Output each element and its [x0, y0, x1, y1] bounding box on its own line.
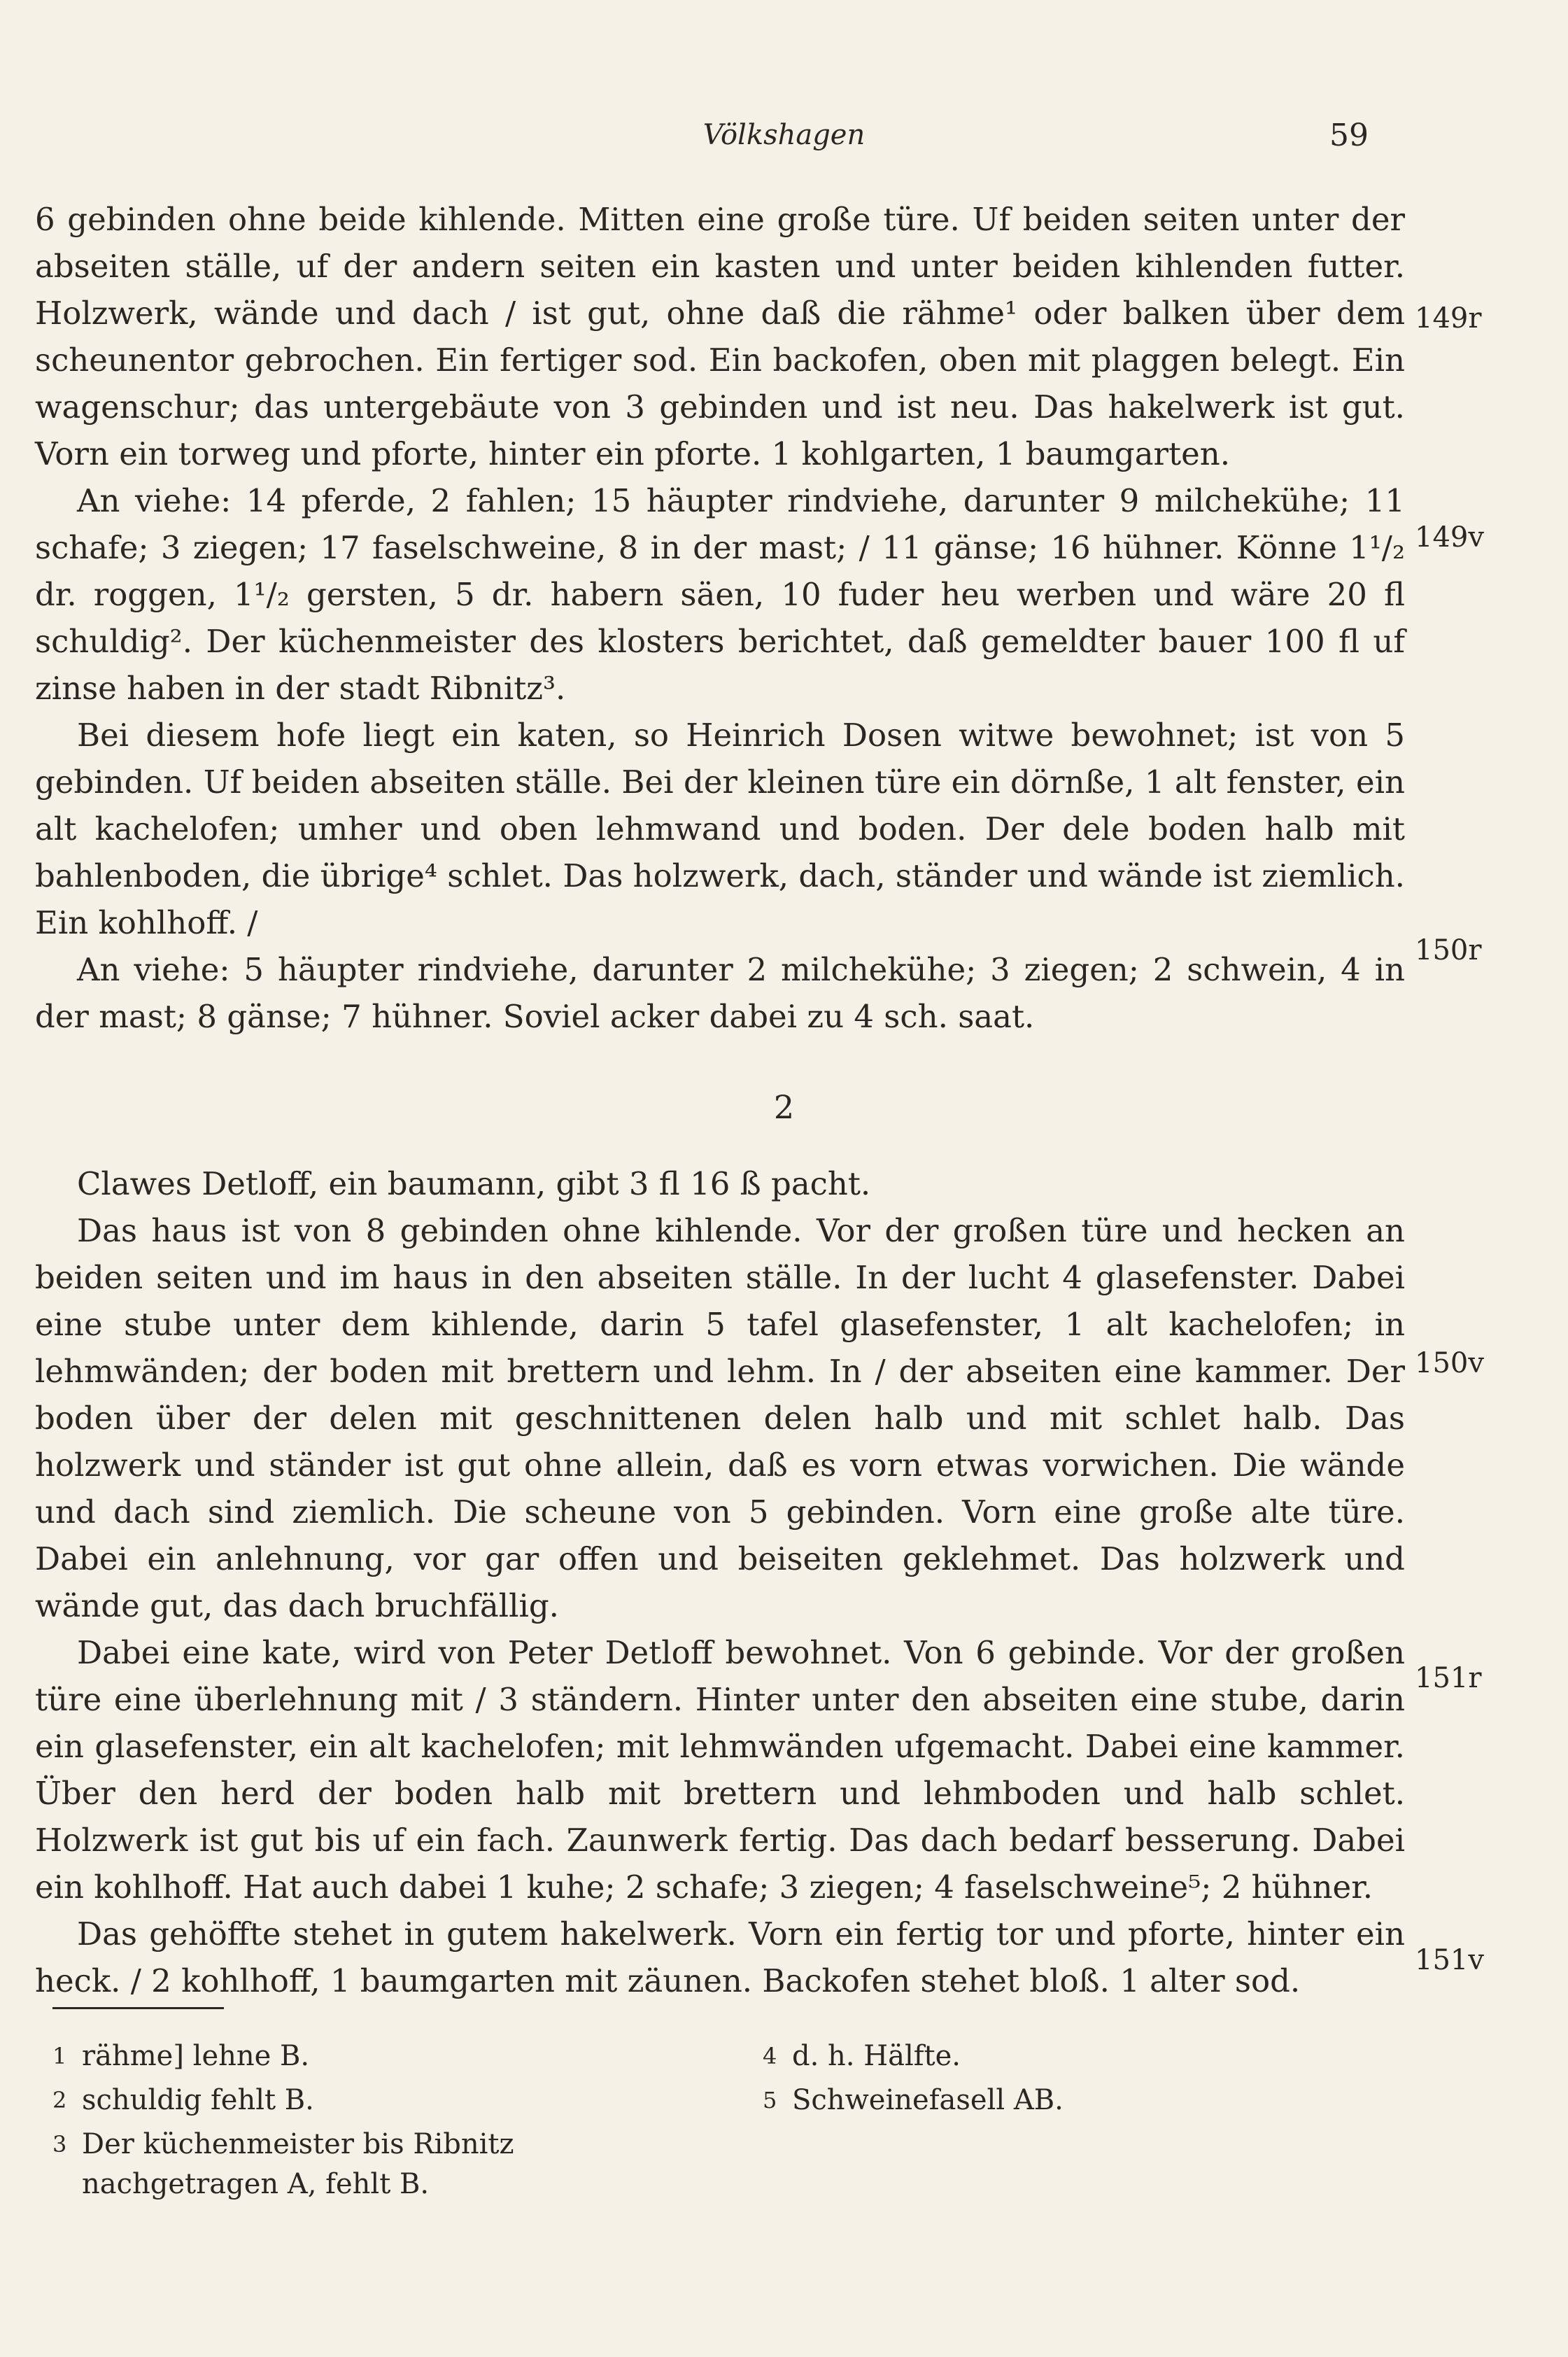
footnote-text: Der küchenmeister bis Ribnitz nachgetragen A, fehlt B.	[82, 2128, 514, 2200]
footnote-text: rähme] lehne B.	[82, 2040, 310, 2072]
footnote-mark: 3	[52, 2131, 67, 2158]
footnote-text: schuldig fehlt B.	[82, 2084, 314, 2116]
footnote-divider	[52, 2007, 224, 2009]
folio-ref: 149r	[1415, 302, 1482, 335]
footnote	[763, 2081, 1392, 2120]
folio-ref: 150v	[1415, 1347, 1484, 1379]
footnotes-left	[52, 2036, 682, 2209]
footnote-mark: 2	[52, 2087, 67, 2113]
paragraph: Das haus ist von 8 gebinden ohne kihlende. Vor der großen türe und hecken an beiden seiten und im haus in den abseiten ställe. In der lucht 4 glasefenster. Dabei eine stube unter dem kihlende, darin 5 tafel glasefenster, 1 alt kachelofen; in lehmwänden; der boden mit brettern und lehm. In / der abseiten eine kammer. Der boden über der delen mit geschnittenen delen halb und mit schlet halb. Das holzwerk und ständer ist gut ohne allein, daß es vorn etwas vorwichen. Die wände und dach sind ziemlich. Die scheune von 5 gebinden. Vorn eine große alte türe. Dabei ein anlehnung, vor gar offen und beiseiten geklehmet. Das holzwerk und wände gut, das dach bruchfällig.	[35, 1212, 1405, 1624]
section-1-text	[35, 196, 1405, 1040]
footnote-mark: 1	[52, 2043, 67, 2069]
folio-ref: 151v	[1415, 1944, 1484, 1976]
paragraph: An viehe: 14 pferde, 2 fahlen; 15 häupter rindviehe, darunter 9 milchekühe; 11 schafe; 3 ziegen; 17 faselschweine, 8 in der mast; / 11 gänse; 16 hühner. Könne 1¹/₂ dr. roggen, 1¹/₂ gersten, 5 dr. habern säen, 10 fuder heu werben und wäre 20 fl schuldig². Der küchenmeister des klosters berichtet, daß gemeldter bauer 100 fl uf zinse haben in der stadt Ribnitz³.	[35, 482, 1405, 707]
section-number: 2	[773, 1088, 795, 1126]
running-header-title: Völkshagen	[702, 119, 866, 151]
footnote-text: Schweinefasell AB.	[792, 2084, 1064, 2116]
paragraph: Dabei eine kate, wird von Peter Detloff bewohnet. Von 6 gebinde. Vor der großen türe eine überlehnung mit / 3 ständern. Hinter unter den abseiten eine stube, darin ein glasefenster, ein alt kachelofen; mit lehmwänden ufgemacht. Dabei eine kammer. Über den herd der boden halb mit brettern und lehmboden und halb schlet. Holzwerk ist gut bis uf ein fach. Zaunwerk fertig. Das dach bedarf besserung. Dabei ein kohlhoff. Hat auch dabei 1 kuhe; 2 schafe; 3 ziegen; 4 faselschweine⁵; 2 hühner.	[35, 1634, 1405, 1906]
page-number: 59	[1329, 118, 1369, 153]
paragraph: Das gehöffte stehet in gutem hakelwerk. Vorn ein fertig tor und pforte, hinter ein heck. / 2 kohlhoff, 1 baumgarten mit zäunen. Backofen stehet bloß. 1 alter sod.	[35, 1915, 1405, 1999]
paragraph: Bei diesem hofe liegt ein katen, so Heinrich Dosen witwe bewohnet; ist von 5 gebinden. Uf beiden abseiten ställe. Bei der kleinen türe ein dörnße, 1 alt fenster, ein alt kachelofen; umher und oben lehmwand und boden. Der dele boden halb mit bahlenboden, die übrige⁴ schlet. Das holzwerk, dach, ständer und wände ist ziemlich. Ein kohlhoff. /	[35, 717, 1405, 941]
footnote-text: d. h. Hälfte.	[792, 2040, 961, 2072]
paragraph: 6 gebinden ohne beide kihlende. Mitten eine große türe. Uf beiden seiten unter der abseiten ställe, uf der andern seiten ein kasten und unter beiden kihlenden futter. Holzwerk, wände und dach / ist gut, ohne daß die rähme¹ oder balken über dem scheunentor gebrochen. Ein fertiger sod. Ein backofen, oben mit plaggen belegt. Ein wagenschur; das untergebäute von 3 gebinden und ist neu. Das hakelwerk ist gut. Vorn ein torweg und pforte, hinter ein pforte. 1 kohlgarten, 1 baumgarten.	[35, 201, 1405, 472]
footnote	[52, 2081, 682, 2120]
folio-ref: 150r	[1415, 934, 1482, 966]
footnotes-right	[763, 2036, 1392, 2125]
paragraph: An viehe: 5 häupter rindviehe, darunter 2 milchekühe; 3 ziegen; 2 schwein, 4 in der mast; 8 gänse; 7 hühner. Soviel acker dabei zu 4 sch. saat.	[35, 951, 1405, 1035]
footnote-mark: 4	[763, 2043, 777, 2069]
section-2-text	[35, 1160, 1405, 2004]
paragraph: Clawes Detloff, ein baumann, gibt 3 fl 16 ß pacht.	[77, 1165, 871, 1202]
folio-ref: 151r	[1415, 1662, 1482, 1694]
footnote	[763, 2036, 1392, 2076]
footnote	[52, 2036, 682, 2076]
footnote	[52, 2125, 682, 2204]
footnote-mark: 5	[763, 2087, 777, 2113]
folio-ref: 149v	[1415, 521, 1484, 554]
